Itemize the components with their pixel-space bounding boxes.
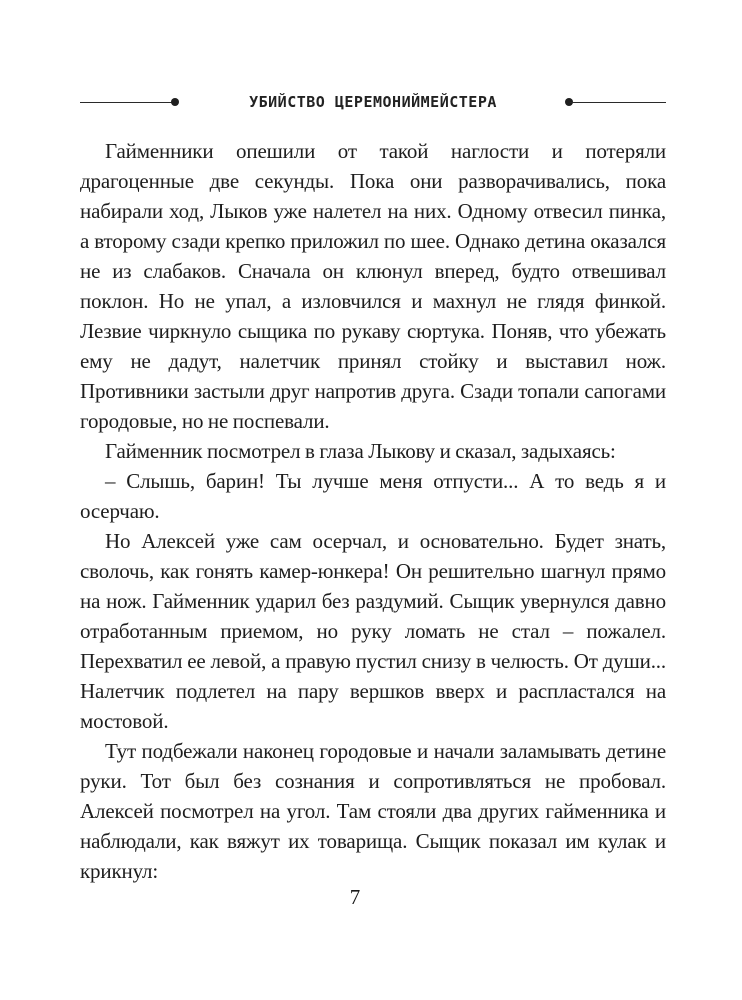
- paragraph-3: – Слышь, барин! Ты лучше меня отпусти... А то ведь я и осерчаю.: [80, 469, 666, 523]
- running-head: УБИЙСТВО ЦЕРЕМОНИЙМЕЙСТЕРА: [249, 93, 497, 111]
- left-bullet-icon: [171, 98, 179, 106]
- paragraph-5: Тут подбежали наконец городовые и начали заламывать детине руки. Тот был без сознания и сопротивляться не пробовал. Алексей посмотрел на угол. Там стояли два других гайменника и наблюдали, как вяжут их товарища. Сыщик показал им кулак и крикнул:: [80, 739, 666, 883]
- left-header-rule: [80, 102, 172, 103]
- paragraph-2: Гайменник посмотрел в глаза Лыкову и сказал, задыхаясь:: [105, 439, 616, 463]
- paragraph-4: Но Алексей уже сам осерчал, и основательно. Будет знать, сволочь, как гонять камер-юнкера! Он решительно шагнул прямо на нож. Гайменник ударил без раздумий. Сыщик увернулся давно отработанным приемом, но руку ломать не стал – пожалел. Перехватил ее левой, а правую пустил снизу в челюсть. От души... Налетчик подлетел на пару вершков вверх и распластался на мостовой.: [80, 529, 666, 733]
- page-number: 7: [349, 885, 361, 909]
- paragraph-1: Гайменники опешили от такой наглости и потеряли драгоценные две секунды. Пока они разворачивались, пока набирали ход, Лыков уже налетел на них. Одному отвесил пинка, а второму сзади крепко приложил по шее. Однако детина оказался не из слабаков. Сначала он клюнул вперед, будто отвешивал поклон. Но не упал, а изловчился и махнул не глядя финкой. Лезвие чиркнуло сыщика по рукаву сюртука. Поняв, что убежать ему не дадут, налетчик принял стойку и выставил нож. Противники застыли друг напротив друга. Сзади топали сапогами городовые, но не поспевали.: [80, 139, 666, 433]
- right-header-rule: [570, 102, 666, 103]
- body-text: [80, 136, 666, 886]
- page-header: [80, 91, 666, 115]
